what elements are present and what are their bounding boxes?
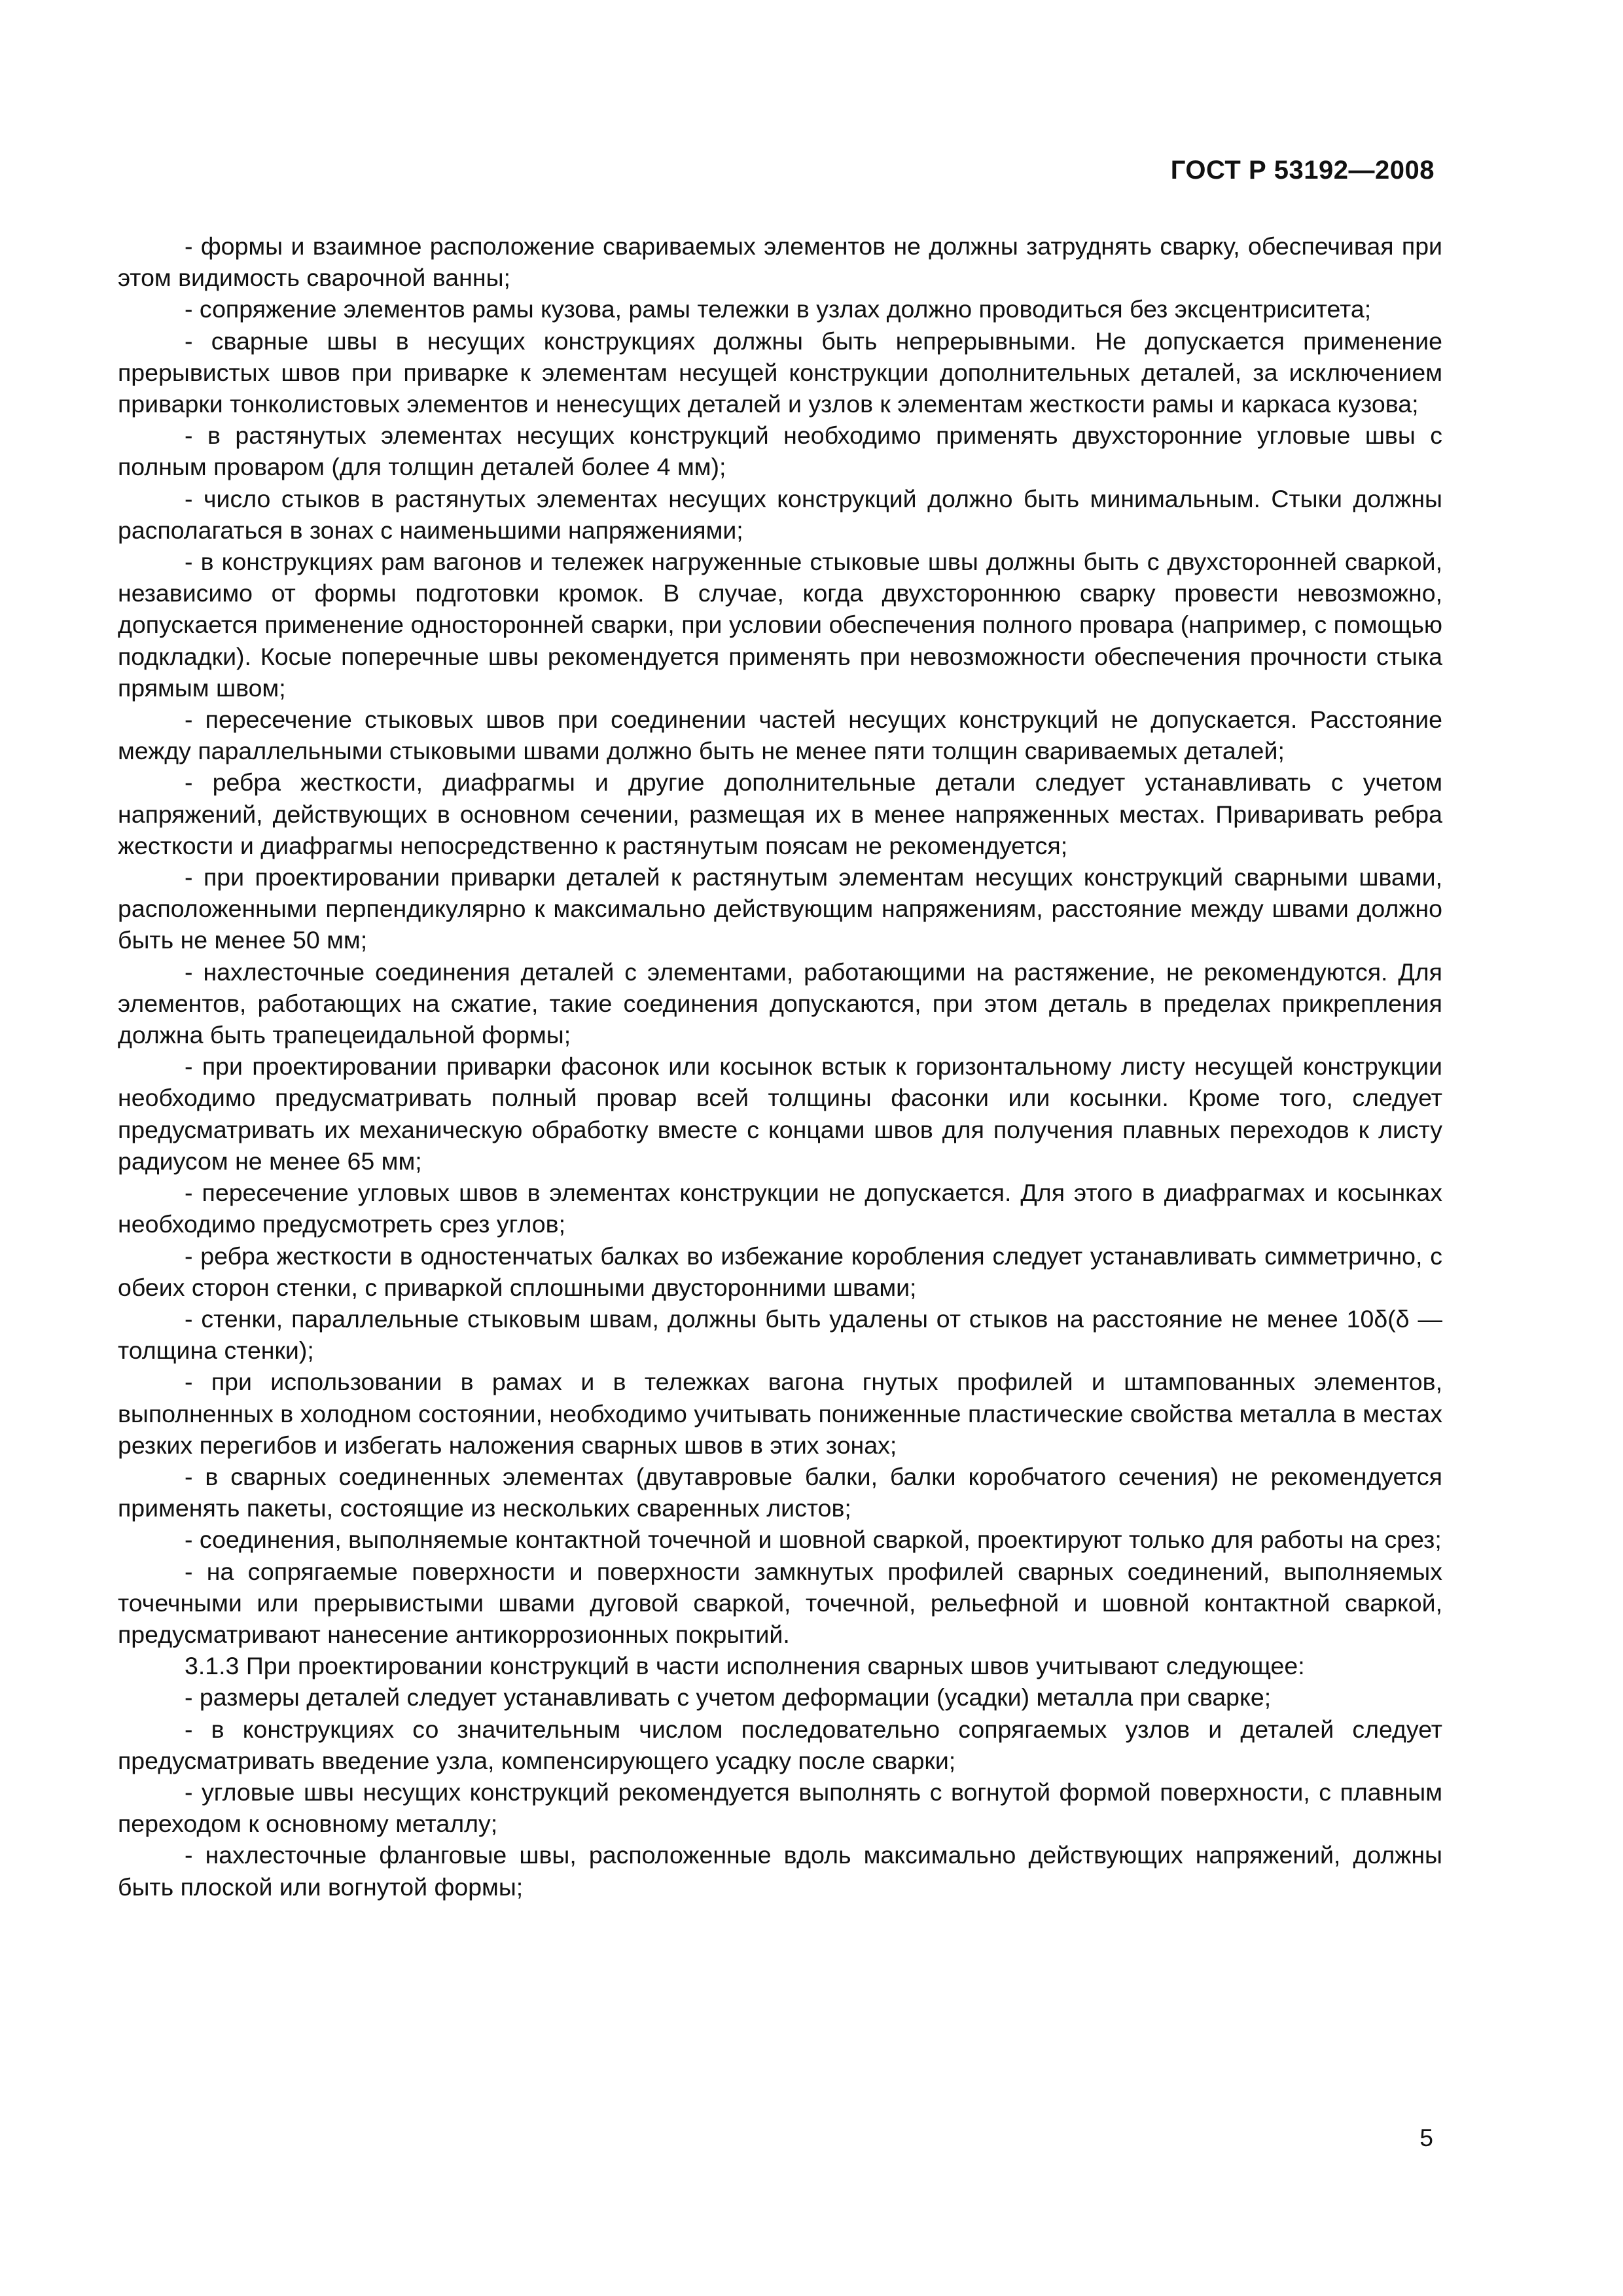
paragraph: - при проектировании приварки фасонок или косынок встык к горизонтальному листу несущей конструкции необходимо предусматривать полный провар всей толщины фасонки или косынки. Кроме того, следует предусматривать их механическую обработку вместе с концами швов для получения плавных переходов к листу радиусом не менее 65 мм; bbox=[118, 1052, 1442, 1175]
paragraph: - в конструкциях рам вагонов и тележек нагруженные стыковые швы должны быть с двухсторонней сваркой, независимо от формы подготовки кромок. В случае, когда двухстороннюю сварку провести невозможно, допускается применение односторонней сварки, при условии обеспечения полного провара (например, с помощью подкладки). Косые поперечные швы рекомендуется применять при невозможности обеспечения прочности стыка прямым швом; bbox=[118, 548, 1442, 702]
document-code: ГОСТ Р 53192—2008 bbox=[1170, 156, 1435, 185]
paragraph: - при проектировании приварки деталей к растянутым элементам несущих конструкций сварными швами, расположенными перпендикулярно к максимально действующим напряжениям, расстояние между швами должно быть не менее 50 мм; bbox=[118, 863, 1442, 954]
paragraph: - соединения, выполняемые контактной точечной и шовной сваркой, проектируют только для работы на срез; bbox=[185, 1526, 1442, 1554]
paragraph: - сварные швы в несущих конструкциях должны быть непрерывными. Не допускается применение прерывистых швов при приварке к элементам несущей конструкции дополнительных деталей, за исключением приварки тонколистовых элементов и ненесущих деталей и узлов к элементам жесткости рамы и каркаса кузова; bbox=[118, 327, 1442, 418]
paragraph: - сопряжение элементов рамы кузова, рамы тележки в узлах должно проводиться без эксцентриситета; bbox=[185, 295, 1372, 323]
paragraph: - пересечение стыковых швов при соединении частей несущих конструкций не допускается. Расстояние между параллельными стыковыми швами должно быть не менее пяти толщин свариваемых деталей; bbox=[118, 706, 1442, 765]
paragraph: - при использовании в рамах и в тележках вагона гнутых профилей и штампованных элементов, выполненных в холодном состоянии, необходимо учитывать пониженные пластические свойства металла в местах резких перегибов и избегать наложения сварных швов в этих зонах; bbox=[118, 1368, 1442, 1459]
paragraph: - в сварных соединенных элементах (двутавровые балки, балки коробчатого сечения) не рекомендуется применять пакеты, состоящие из нескольких сваренных листов; bbox=[118, 1462, 1442, 1522]
paragraph: - ребра жесткости в одностенчатых балках во избежание коробления следует устанавливать симметрично, с обеих сторон стенки, с приваркой сплошными двусторонними швами; bbox=[118, 1242, 1442, 1301]
paragraph: - нахлесточные соединения деталей с элементами, работающими на растяжение, не рекомендуются. Для элементов, работающих на сжатие, такие соединения допускаются, при этом деталь в пределах прикрепления должна быть трапецеидальной формы; bbox=[118, 958, 1442, 1049]
paragraph: - пересечение угловых швов в элементах конструкции не допускается. Для этого в диафрагмах и косынках необходимо предусмотреть срез углов; bbox=[118, 1179, 1442, 1238]
paragraph: - формы и взаимное расположение свариваемых элементов не должны затруднять сварку, обеспечивая при этом видимость сварочной ванны; bbox=[118, 232, 1442, 292]
paragraph: - число стыков в растянутых элементах несущих конструкций должно быть минимальным. Стыки должны располагаться в зонах с наименьшими напряжениями; bbox=[118, 484, 1442, 544]
paragraph: - стенки, параллельные стыковым швам, должны быть удалены от стыков на расстояние не менее 10δ(δ — толщина стенки); bbox=[118, 1304, 1442, 1365]
paragraph: - ребра жесткости, диафрагмы и другие дополнительные детали следует устанавливать с учетом напряжений, действующих в основном сечении, размещая их в менее напряженных местах. Приваривать ребра жесткости и диафрагмы непосредственно к растянутым поясам не рекомендуется; bbox=[118, 768, 1442, 859]
paragraph: - в растянутых элементах несущих конструкций необходимо применять двухсторонние угловые швы с полным проваром (для толщин деталей более 4 мм); bbox=[118, 422, 1442, 481]
paragraph: - угловые швы несущих конструкций рекомендуется выполнять с вогнутой формой поверхности, с плавным переходом к основному металлу; bbox=[118, 1778, 1442, 1838]
paragraph: - в конструкциях со значительным числом последовательно сопрягаемых узлов и деталей следует предусматривать введение узла, компенсирующего усадку после сварки; bbox=[118, 1715, 1442, 1774]
document-body bbox=[118, 230, 1442, 1903]
paragraph: - размеры деталей следует устанавливать с учетом деформации (усадки) металла при сварке; bbox=[185, 1683, 1272, 1712]
paragraph: - на сопрягаемые поверхности и поверхности замкнутых профилей сварных соединений, выполняемых точечными или прерывистыми швами дуговой сваркой, точечной, рельефной и шовной контактной сваркой, предусматривают нанесение антикоррозионных покрытий. bbox=[118, 1557, 1442, 1648]
section-heading-3-1-3: 3.1.3 При проектировании конструкций в части исполнения сварных швов учитывают следующее: bbox=[185, 1652, 1305, 1680]
paragraph: - нахлесточные фланговые швы, расположенные вдоль максимально действующих напряжений, должны быть плоской или вогнутой формы; bbox=[118, 1841, 1442, 1901]
page-number: 5 bbox=[1419, 2125, 1433, 2151]
